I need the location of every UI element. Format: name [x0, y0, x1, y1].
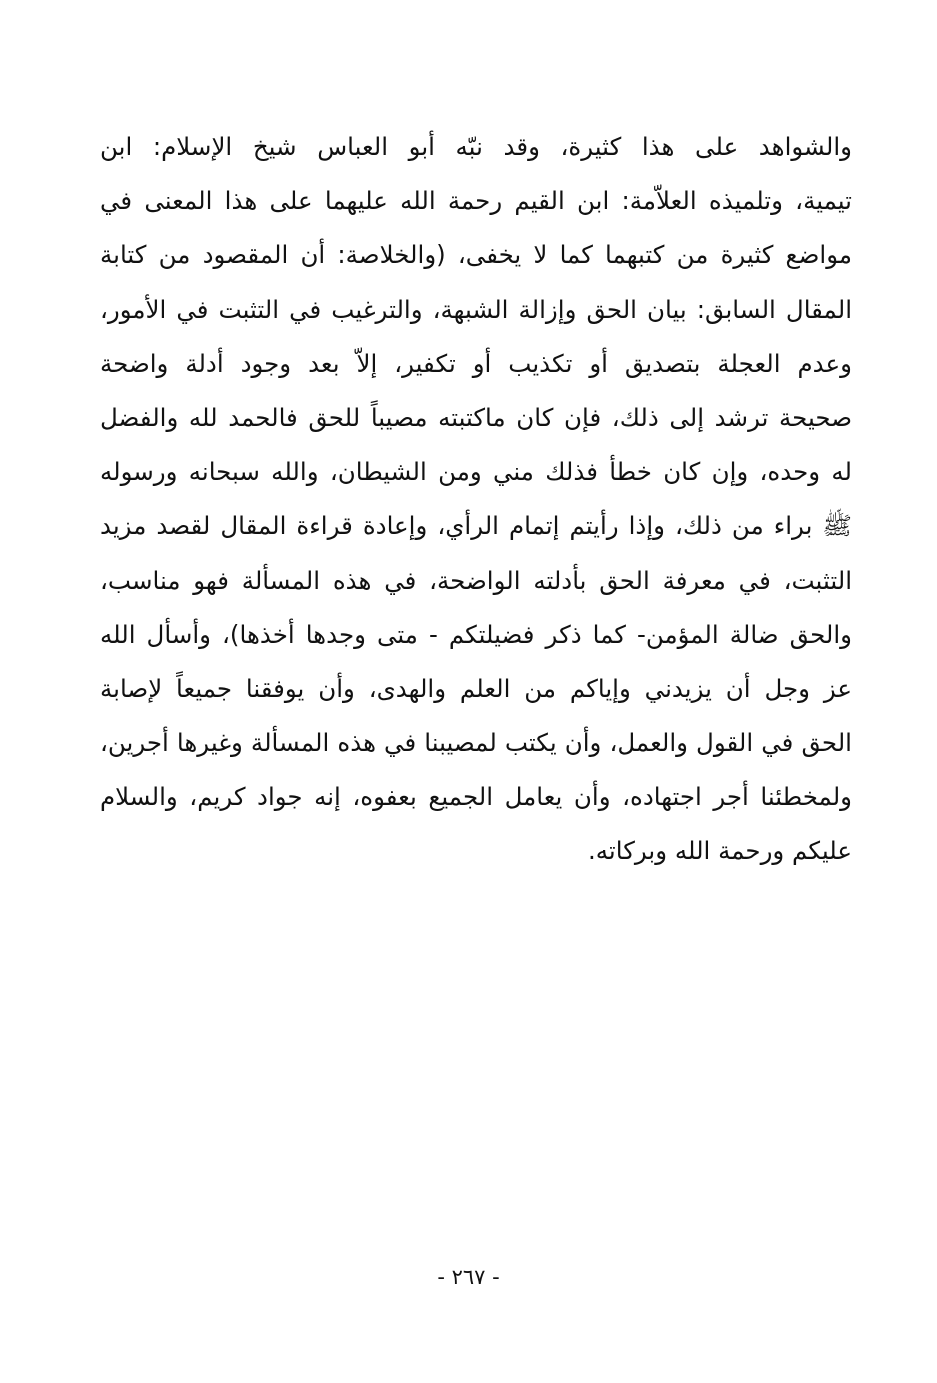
text-line: عز وجل أن يزيدني وإياكم من العلم والهدى، وأن يوفقنا جميعاً لإصابة — [100, 673, 852, 703]
text-line: والحق ضالة المؤمن- كما ذكر فضيلتكم - متى وجدها أخذها)، وأسأل الله — [100, 619, 852, 649]
text-line: له وحده، وإن كان خطأ فذلك مني ومن الشيطان، والله سبحانه ورسوله — [100, 457, 852, 487]
text-line: والشواهد على هذا كثيرة، وقد نبّه أبو العباس شيخ الإسلام: ابن — [100, 132, 852, 161]
text-line-last: عليكم ورحمة الله وبركاته. — [588, 836, 852, 866]
text-line: مواضع كثيرة من كتبهما كما لا يخفى، (والخلاصة: أن المقصود من كتابة — [100, 240, 852, 270]
text-line: ولمخطئنا أجر اجتهاده، وأن يعامل الجميع بعفوه، إنه جواد كريم، والسلام — [100, 782, 852, 812]
text-line: ﷺ براء من ذلك، وإذا رأيتم إتمام الرأي، وإعادة قراءة المقال لقصد مزيد — [100, 511, 852, 541]
text-line: وعدم العجلة بتصديق أو تكذيب أو تكفير، إلاّ بعد وجود أدلة واضحة — [100, 348, 852, 378]
text-line: التثبت، في معرفة الحق بأدلته الواضحة، في هذه المسألة فهو مناسب، — [100, 565, 852, 595]
body-text — [100, 120, 852, 879]
text-line: تيمية، وتلميذه العلاّمة: ابن القيم رحمة الله عليهما على هذا المعنى في — [100, 186, 852, 216]
text-line: الحق في القول والعمل، وأن يكتب لمصيبنا في هذه المسألة وغيرها أجرين، — [100, 728, 852, 758]
text-line: المقال السابق: بيان الحق وإزالة الشبهة، والترغيب في التثبت في الأمور، — [100, 294, 852, 324]
text-line: صحيحة ترشد إلى ذلك، فإن كان ماكتبته مصيباً للحق فالحمد لله والفضل — [100, 402, 852, 432]
page-number: - ٢٦٧ - — [437, 1265, 500, 1289]
